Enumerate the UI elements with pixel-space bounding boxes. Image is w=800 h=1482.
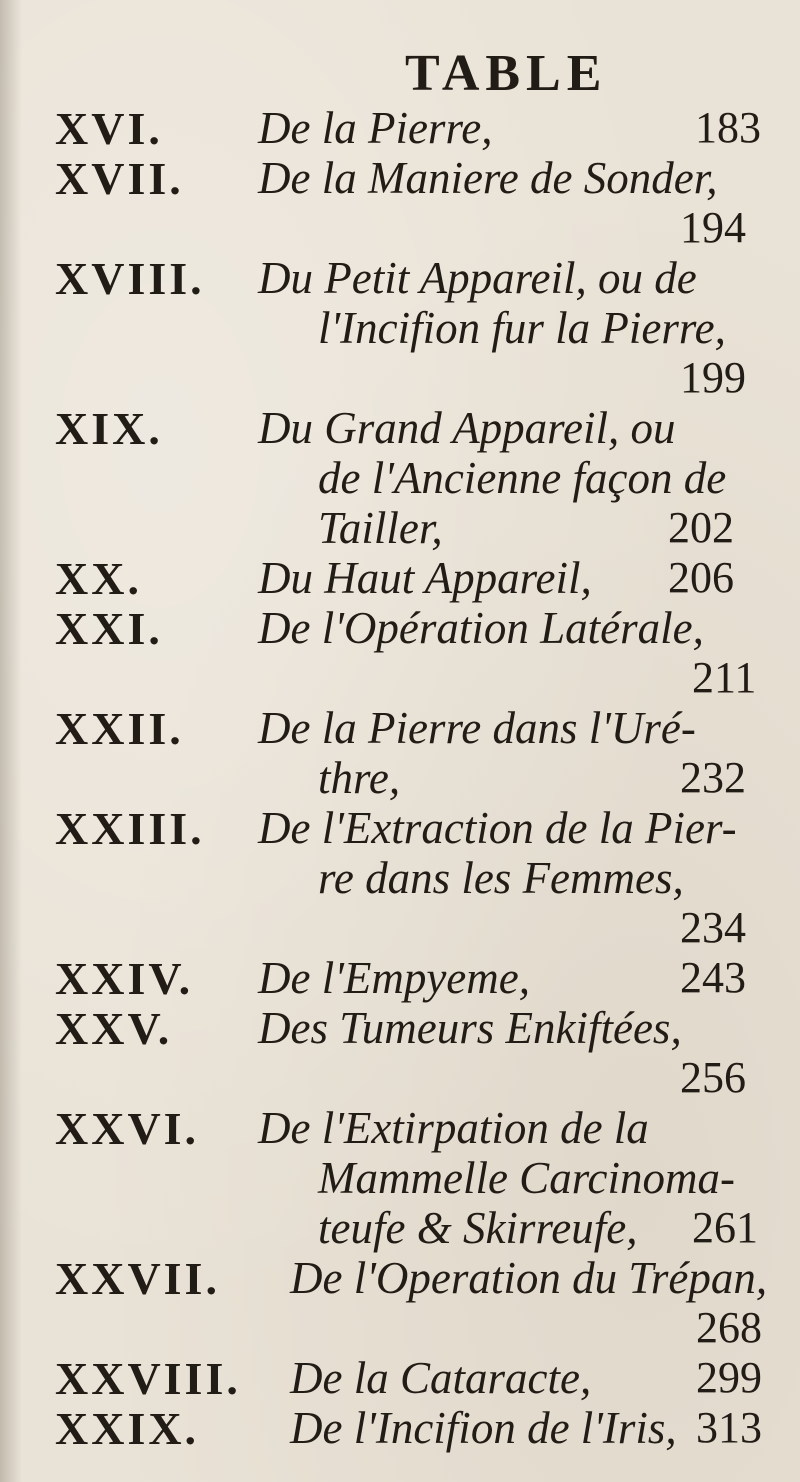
- entry-number: XXI.: [55, 603, 163, 654]
- entry-page: 202: [668, 503, 734, 552]
- entry-number: XXIX.: [55, 1403, 200, 1454]
- page-gutter-shadow: [0, 0, 22, 1482]
- entry-page: 313: [696, 1403, 762, 1452]
- entry-title-continued: thre,: [318, 753, 401, 803]
- entry-page: 234: [680, 903, 746, 952]
- entry-title: De l'Extraction de la Pier-: [258, 803, 737, 853]
- entry-page: 232: [680, 753, 746, 802]
- entry-page: 194: [680, 203, 746, 252]
- entry-title: Du Petit Appareil, ou de: [258, 253, 697, 303]
- entry-number: XVII.: [55, 153, 184, 204]
- entry-title: De l'Empyeme,: [258, 953, 530, 1003]
- entry-number: XXII.: [55, 703, 184, 754]
- entry-page: 268: [696, 1303, 762, 1352]
- entry-number: XIX.: [55, 403, 163, 454]
- entry-number: XXV.: [55, 1003, 173, 1054]
- entry-title: De l'Operation du Trépan,: [290, 1253, 768, 1303]
- entry-title: De la Pierre,: [258, 103, 493, 153]
- entry-number: XVIII.: [55, 253, 205, 304]
- entry-title-continued: Mammelle Carcinoma-: [318, 1153, 735, 1203]
- entry-page: 199: [680, 353, 746, 402]
- entry-number: XXVIII.: [55, 1353, 241, 1404]
- entry-title: De la Pierre dans l'Uré-: [258, 703, 696, 753]
- entry-number: XX.: [55, 553, 142, 604]
- entry-page: 243: [680, 953, 746, 1002]
- entry-title: De l'Opération Latérale,: [258, 603, 704, 653]
- entry-number: XXVII.: [55, 1253, 220, 1304]
- entry-title: De la Maniere de Sonder,: [258, 153, 718, 203]
- entry-page: 256: [680, 1053, 746, 1102]
- entry-page: 183: [695, 103, 761, 152]
- entry-number: XXVI.: [55, 1103, 200, 1154]
- entry-title: Du Grand Appareil, ou: [258, 403, 676, 453]
- page-title: TABLE: [405, 45, 608, 102]
- entry-title: Des Tumeurs Enkiftées,: [258, 1003, 682, 1053]
- entry-title-continued: l'Incifion fur la Pierre,: [318, 303, 726, 353]
- entry-title: De la Cataracte,: [290, 1353, 592, 1403]
- entry-title-continued: Tailler,: [318, 503, 443, 553]
- entry-page: 211: [692, 653, 757, 702]
- entry-page: 299: [696, 1353, 762, 1402]
- entry-title: De l'Incifion de l'Iris,: [290, 1403, 677, 1453]
- entry-number: XXIV.: [55, 953, 194, 1004]
- entry-title: De l'Extirpation de la: [258, 1103, 649, 1153]
- entry-title: Du Haut Appareil,: [258, 553, 592, 603]
- entry-title-continued: teufe & Skirreufe,: [318, 1203, 638, 1253]
- entry-number: XVI.: [55, 103, 163, 154]
- entry-title-continued: re dans les Femmes,: [318, 853, 684, 903]
- entry-page: 261: [692, 1203, 758, 1252]
- entry-number: XXIII.: [55, 803, 205, 854]
- entry-title-continued: de l'Ancienne façon de: [318, 453, 727, 503]
- entry-page: 206: [668, 553, 734, 602]
